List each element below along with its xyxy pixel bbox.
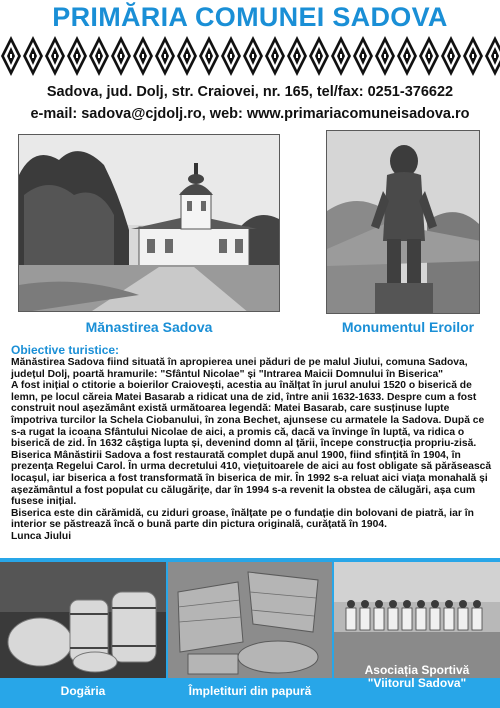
monastery-caption: Mănastirea Sadova — [85, 319, 213, 335]
paragraph: Biserica este din cărămidă, cu ziduri groase, înălțate pe o fundație din bolovani de piatră, iar în interior se păstrează încă o bună parte din pictura originală, curățată în 1904. — [11, 507, 474, 531]
sports-team-photo — [334, 562, 500, 678]
paragraph: Mănăstirea Sadova fiind situată în apropierea unei păduri de pe malul Jiului, comuna Sadova, județul Dolj, poartă hramurile: "Sfântul Nicolae" și "Intrarea Maicii Domnului în Biserica" — [11, 357, 468, 380]
woven-items-photo — [168, 562, 332, 678]
caption-cooperage: Dogăria — [60, 684, 106, 698]
caption-sports-association: Asociația Sportivă "Viitorul Sadova" — [364, 663, 470, 690]
paragraph: Lunca Jiului — [11, 530, 72, 542]
decorative-pattern — [0, 34, 500, 78]
contact-line: e-mail: sadova@cjdolj.ro, web: www.primariacomuneisadova.ro — [30, 106, 470, 122]
caption-woven-items: Împletituri din papură — [188, 684, 312, 698]
monument-photo — [326, 130, 480, 314]
barrels-photo — [0, 562, 166, 678]
section-heading: Obiective turistice: — [11, 343, 120, 357]
tourist-objectives-text — [11, 344, 495, 543]
paragraph: Biserica Mânăstirii Sadova a fost restaurată complet după anul 1900, fiind sfințită în 1904, în prezența Regelui Carol. În urma decretului 410, viețuitoarele de aici au fost obligate să părăsească locașul, iar biserica a fost transformată în biserica de mir. În 1992 s-a reluat aici viața monahală și așezământul a fost populat cu călugărițe, dar în 1994 s-a revenit la obstea de călugări, așa cum fusese inițial. — [11, 449, 492, 508]
monument-caption: Monumentul Eroilor — [341, 319, 475, 335]
paragraph: A fost inițial o ctitorie a boierilor Craiovești, acestia au înălțat în jurul anului 1520 o biserică de lemn, pe locul căreia Matei Basarab a ridicat una de zid, între anii 1632-1633. Despre cum a fost construit noul așezământ există următoarea legendă: Matei Basarab, care susținuse lupte împotriva turcilor la Schela Ciobanului, în zona Bechet, ajunsese cu armatele la Sadova. După ce s-a rugat la icoana Sfântului Nicolae de aici, a promis că, dacă va învinge în luptă, va ridica o biserică de zid. În 1632 câștiga lupta și, devenind domn al țării, începe construcția propriu-zisă. — [11, 380, 485, 450]
page-title: PRIMĂRIA COMUNEI SADOVA — [52, 2, 448, 32]
monastery-photo — [18, 134, 280, 312]
address-line: Sadova, jud. Dolj, str. Craiovei, nr. 165, tel/fax: 0251-376622 — [46, 84, 454, 100]
